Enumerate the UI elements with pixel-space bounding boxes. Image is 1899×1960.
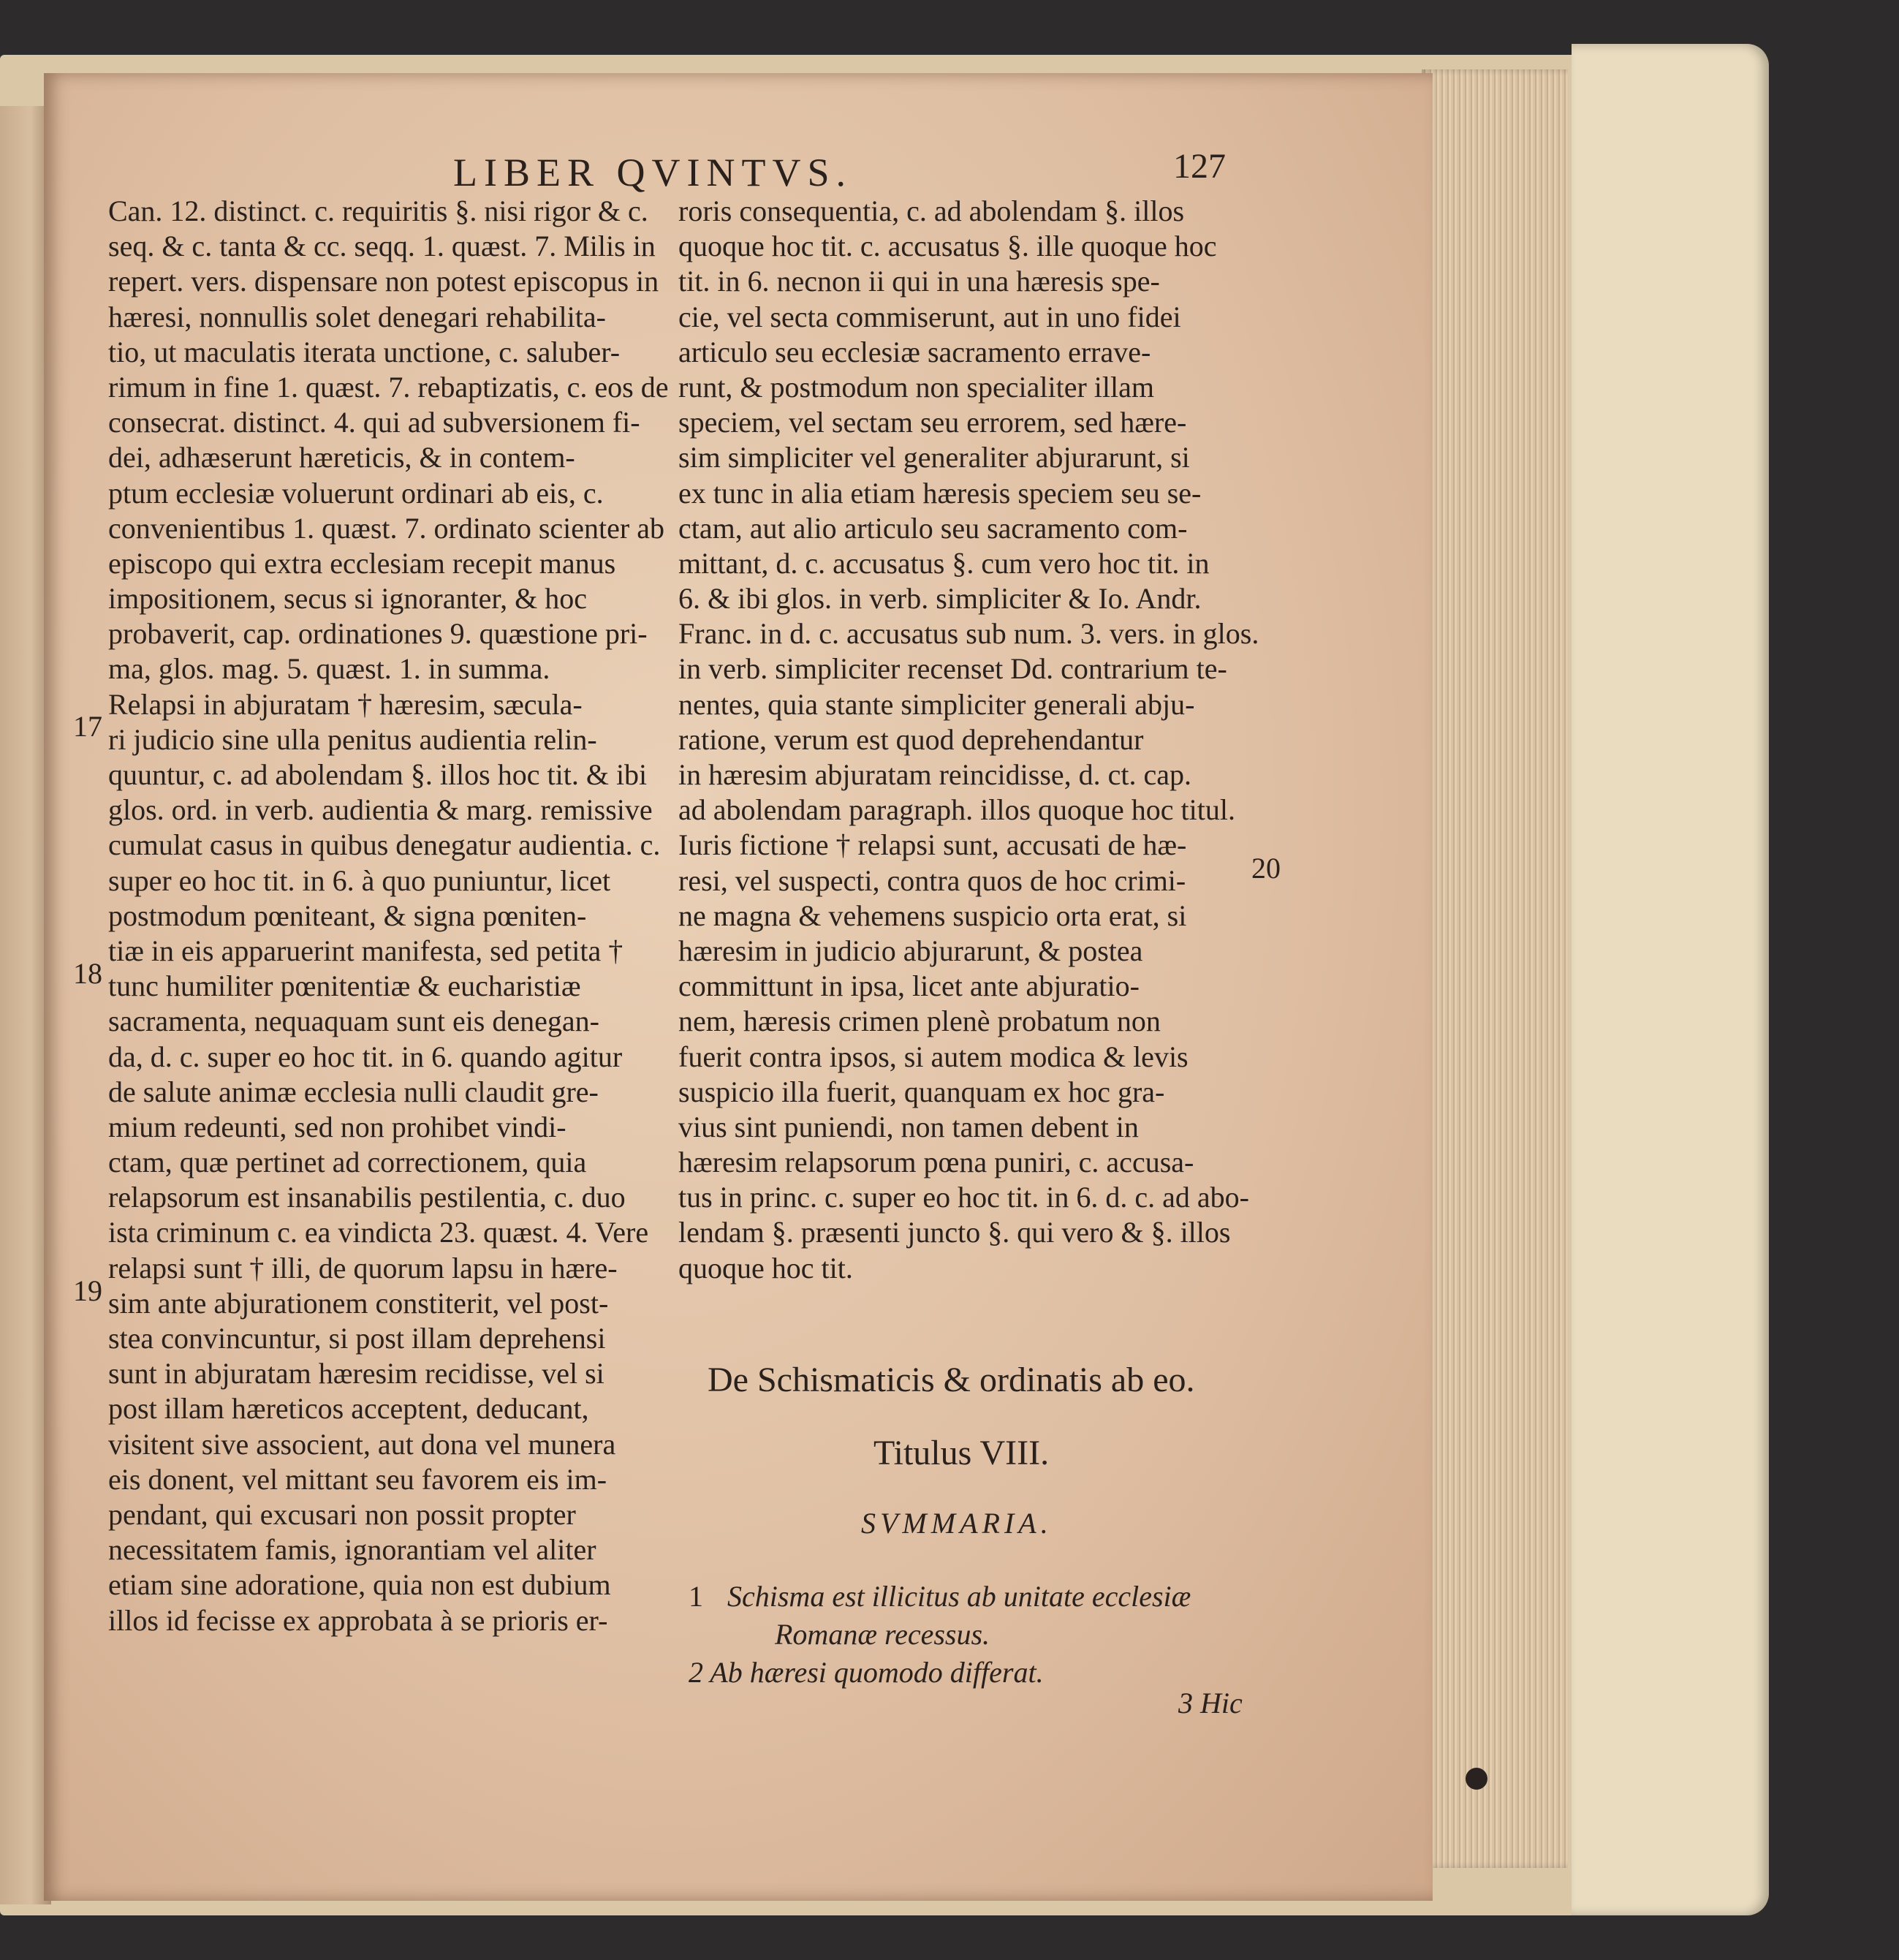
margin-number-18: 18 [73, 957, 102, 990]
right-column-line: nentes, quia stante simpliciter generali abju- [678, 687, 1195, 721]
right-column-line: roris consequentia, c. ad abolendam §. illos [678, 194, 1185, 227]
left-column-line: Relapsi in abjuratam † hæresim, sæcula- [108, 687, 583, 721]
left-column-line: etiam sine adoratione, quia non est dubium [108, 1568, 611, 1602]
left-column-line: ptum ecclesiæ voluerunt ordinari ab eis, c. [108, 476, 604, 510]
right-column-line: Iuris fictione † relapsi sunt, accusati de hæ- [678, 828, 1187, 862]
right-column-line: resi, vel suspecti, contra quos de hoc crimi- [678, 863, 1186, 897]
left-column-line: glos. ord. in verb. audientia & marg. remissive [108, 793, 653, 827]
right-column-line: lendam §. præsenti juncto §. qui vero & §. illos [678, 1216, 1231, 1249]
left-column-line: illos id fecisse ex approbata à se prioris er- [108, 1603, 608, 1637]
right-column-line: mittant, d. c. accusatus §. cum vero hoc tit. in [678, 546, 1210, 580]
right-column-line: nem, hæresis crimen plenè probatum non [678, 1004, 1161, 1038]
summary-item-1-continued: Romanæ recessus. [775, 1618, 990, 1651]
right-column [678, 194, 1259, 1286]
summary-item-1-number: 1 [689, 1580, 703, 1613]
page-number: 127 [1173, 147, 1226, 186]
right-column-line: quoque hoc tit. [678, 1251, 853, 1284]
right-column-line: runt, & postmodum non specialiter illam [678, 370, 1155, 404]
right-column-line: ratione, verum est quod deprehendantur [678, 722, 1144, 756]
book-cover-right [1572, 44, 1769, 1915]
left-column-line: repert. vers. dispensare non potest episcopus in [108, 265, 659, 298]
right-column-line: ne magna & vehemens suspicio orta erat, si [678, 898, 1187, 932]
right-column-line: fuerit contra ipsos, si autem modica & levis [678, 1040, 1189, 1073]
left-column-line: tiæ in eis apparuerint manifesta, sed petita † [108, 934, 623, 967]
left-column-line: rimum in fine 1. quæst. 7. rebaptizatis, c. eos de [108, 370, 669, 404]
page-edges [1422, 69, 1568, 1868]
right-column-line: committunt in ipsa, licet ante abjuratio- [678, 969, 1140, 1003]
right-column-line: suspicio illa fuerit, quanquam ex hoc gra- [678, 1075, 1165, 1108]
right-column-line: sim simpliciter vel generaliter abjurarunt, si [678, 441, 1190, 474]
right-column-line: cie, vel secta commiserunt, aut in uno fidei [678, 300, 1181, 333]
left-column-line: seq. & c. tanta & cc. seqq. 1. quæst. 7. Milis in [108, 230, 656, 263]
right-column-line: 6. & ibi glos. in verb. simpliciter & Io. Andr. [678, 582, 1202, 616]
left-column-line: da, d. c. super eo hoc tit. in 6. quando agitur [108, 1040, 623, 1073]
right-column-line: quoque hoc tit. c. accusatus §. ille quoque hoc [678, 230, 1217, 263]
left-column-line: quuntur, c. ad abolendam §. illos hoc tit. & ibi [108, 758, 648, 791]
margin-number-19: 19 [73, 1274, 102, 1307]
summary-item-1: Schisma est illicitus ab unitate ecclesiæ [727, 1580, 1191, 1613]
summaria-label: SVMMARIA. [861, 1507, 1053, 1540]
left-column-line: necessitatem famis, ignorantiam vel aliter [108, 1533, 596, 1567]
left-column-line: consecrat. distinct. 4. qui ad subversionem fi- [108, 406, 640, 439]
right-column-line: hæresim in judicio abjurarunt, & postea [678, 934, 1143, 967]
left-column-line: convenientibus 1. quæst. 7. ordinato scienter ab [108, 511, 664, 545]
right-column-line: vius sint puniendi, non tamen debent in [678, 1110, 1139, 1143]
left-column-line: ctam, quæ pertinet ad correctionem, quia [108, 1146, 587, 1179]
left-column-line: dei, adhæserunt hæreticis, & in contem- [108, 441, 575, 474]
margin-number-17: 17 [73, 710, 102, 743]
left-column-line: stea convincuntur, si post illam deprehensi [108, 1322, 606, 1355]
left-column-line: mium redeunti, sed non prohibet vindi- [108, 1110, 566, 1143]
right-column-line: ctam, aut alio articulo seu sacramento com- [678, 511, 1188, 545]
left-column-line: cumulat casus in quibus denegatur audientia. c. [108, 828, 661, 862]
left-column-line: post illam hæreticos acceptent, deducant, [108, 1392, 589, 1426]
left-column-line: postmodum pœniteant, & signa pœniten- [108, 898, 587, 932]
right-column-line: Franc. in d. c. accusatus sub num. 3. vers. in glos. [678, 617, 1259, 651]
left-column-line: relapsi sunt † illi, de quorum lapsu in hære- [108, 1251, 618, 1284]
left-column-line: probaverit, cap. ordinationes 9. quæstione pri- [108, 617, 648, 651]
right-column-line: ex tunc in alia etiam hæresis speciem seu se- [678, 476, 1202, 510]
left-column-line: sim ante abjurationem constiterit, vel post- [108, 1286, 609, 1320]
left-column-line: tunc humiliter pœnitentiæ & eucharistiæ [108, 969, 581, 1003]
left-column-line: ista criminum c. ea vindicta 23. quæst. 4. Vere [108, 1216, 649, 1249]
catchword: 3 Hic [1178, 1687, 1243, 1719]
left-column-line: Can. 12. distinct. c. requiritis §. nisi rigor & c. [108, 194, 648, 227]
left-column-line: visitent sive associent, aut dona vel munera [108, 1427, 616, 1461]
right-column-line: articulo seu ecclesiæ sacramento errave- [678, 335, 1151, 368]
left-column-line: de salute animæ ecclesia nulli claudit gre- [108, 1075, 599, 1108]
right-column-line: tit. in 6. necnon ii qui in una hæresis spe- [678, 265, 1160, 298]
left-column-line: ri judicio sine ulla penitus audientia relin- [108, 722, 597, 756]
left-column-line: impositionem, secus si ignoranter, & hoc [108, 582, 587, 616]
left-column-line: ma, glos. mag. 5. quæst. 1. in summa. [108, 652, 550, 686]
right-column-line: speciem, vel sectam seu errorem, sed hære- [678, 406, 1187, 439]
left-column-line: hæresi, nonnullis solet denegari rehabilita- [108, 300, 606, 333]
right-column-line: ad abolendam paragraph. illos quoque hoc titul. [678, 793, 1236, 827]
right-column-line: in hæresim abjuratam reincidisse, d. ct. cap. [678, 758, 1192, 791]
running-title: LIBER QVINTVS. [453, 151, 852, 194]
summary-item-2: 2 Ab hæresi quomodo differat. [689, 1656, 1044, 1689]
left-column-line: episcopo qui extra ecclesiam recepit manus [108, 546, 616, 580]
left-column-line: relapsorum est insanabilis pestilentia, c. duo [108, 1181, 626, 1214]
left-column-line: sunt in abjuratam hæresim recidisse, vel si [108, 1357, 604, 1390]
left-column-line: pendant, qui excusari non possit propter [108, 1497, 576, 1531]
right-column-line: tus in princ. c. super eo hoc tit. in 6. d. c. ad abo- [678, 1181, 1249, 1214]
margin-number-20: 20 [1251, 852, 1281, 885]
left-column-line: tio, ut maculatis iterata unctione, c. saluber- [108, 335, 621, 368]
right-column-line: hæresim relapsorum pœna puniri, c. accusa- [678, 1146, 1194, 1179]
right-column-line: in verb. simpliciter recenset Dd. contrarium te- [678, 652, 1227, 686]
left-column-line: super eo hoc tit. in 6. à quo puniuntur, licet [108, 863, 611, 897]
section-heading: De Schismaticis & ordinatis ab eo. [708, 1361, 1195, 1399]
left-column [108, 194, 669, 1638]
ink-blot [1466, 1768, 1487, 1790]
titulus-heading: Titulus VIII. [873, 1434, 1050, 1472]
left-column-line: sacramenta, nequaquam sunt eis denegan- [108, 1004, 599, 1038]
left-column-line: eis donent, vel mittant seu favorem eis im- [108, 1462, 607, 1496]
